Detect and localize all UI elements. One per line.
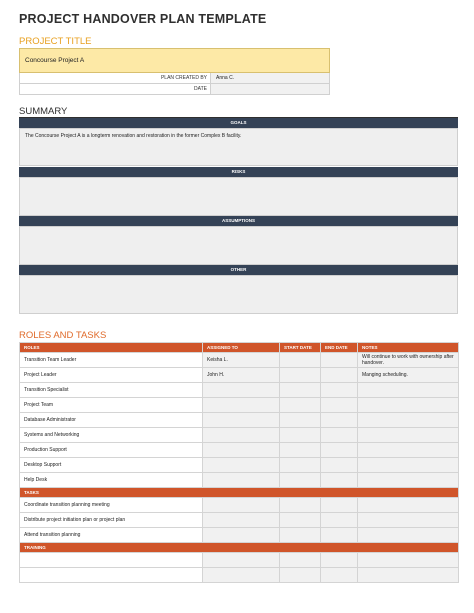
table-row	[20, 568, 459, 583]
col-end-date: END DATE	[321, 343, 358, 353]
end-date-cell[interactable]	[321, 473, 358, 488]
end-date-cell[interactable]	[321, 498, 358, 513]
assigned-cell[interactable]: John H.	[203, 368, 280, 383]
table-row	[20, 368, 459, 383]
goals-header: GOALS	[19, 118, 458, 128]
tasks-band	[20, 488, 459, 498]
col-assigned-to: ASSIGNED TO	[203, 343, 280, 353]
table-row	[20, 498, 459, 513]
start-date-cell[interactable]	[280, 568, 321, 583]
assigned-cell[interactable]	[203, 443, 280, 458]
end-date-cell[interactable]	[321, 458, 358, 473]
col-roles: ROLES	[20, 343, 203, 353]
table-row	[20, 383, 459, 398]
roles-and-tasks-label: ROLES AND TASKS	[19, 330, 107, 341]
table-row	[20, 353, 459, 368]
assigned-cell[interactable]	[203, 553, 280, 568]
start-date-cell[interactable]	[280, 353, 321, 368]
table-row	[20, 428, 459, 443]
notes-cell[interactable]	[358, 428, 459, 443]
table-row	[20, 443, 459, 458]
date-label: DATE	[194, 86, 207, 92]
start-date-cell[interactable]	[280, 368, 321, 383]
end-date-cell[interactable]	[321, 568, 358, 583]
project-title-label: PROJECT TITLE	[19, 36, 92, 47]
end-date-cell[interactable]	[321, 398, 358, 413]
date-row	[19, 84, 330, 95]
task-cell[interactable]: Distribute project initiation plan or project plan	[20, 513, 203, 528]
other-field[interactable]	[19, 275, 458, 314]
end-date-cell[interactable]	[321, 428, 358, 443]
end-date-cell[interactable]	[321, 368, 358, 383]
assigned-cell[interactable]	[203, 458, 280, 473]
training-cell[interactable]	[20, 568, 203, 583]
training-band	[20, 543, 459, 553]
col-start-date: START DATE	[280, 343, 321, 353]
plan-created-by-row	[19, 73, 330, 84]
notes-cell[interactable]: Manging scheduling.	[358, 368, 459, 383]
start-date-cell[interactable]	[280, 473, 321, 488]
table-row	[20, 528, 459, 543]
end-date-cell[interactable]	[321, 443, 358, 458]
table-row	[20, 398, 459, 413]
roles-header-row	[20, 343, 459, 353]
training-label: TRAINING	[20, 543, 459, 553]
start-date-cell[interactable]	[280, 458, 321, 473]
assigned-cell[interactable]	[203, 413, 280, 428]
assigned-cell[interactable]	[203, 473, 280, 488]
assigned-cell[interactable]	[203, 383, 280, 398]
project-name-field[interactable]: Concourse Project A	[19, 48, 330, 73]
roles-table	[19, 342, 459, 583]
notes-cell[interactable]	[358, 443, 459, 458]
assigned-cell[interactable]	[203, 568, 280, 583]
plan-created-by-value[interactable]: Anna C.	[210, 73, 329, 83]
end-date-cell[interactable]	[321, 413, 358, 428]
table-row	[20, 513, 459, 528]
plan-created-by-label: PLAN CREATED BY	[160, 75, 207, 81]
start-date-cell[interactable]	[280, 528, 321, 543]
assigned-cell[interactable]	[203, 428, 280, 443]
assigned-cell[interactable]	[203, 528, 280, 543]
role-cell[interactable]: Systems and Networking	[20, 428, 203, 443]
role-cell[interactable]: Database Administrator	[20, 413, 203, 428]
training-cell[interactable]	[20, 553, 203, 568]
assigned-cell[interactable]	[203, 498, 280, 513]
notes-cell[interactable]	[358, 568, 459, 583]
end-date-cell[interactable]	[321, 383, 358, 398]
start-date-cell[interactable]	[280, 553, 321, 568]
assumptions-field[interactable]	[19, 226, 458, 265]
page-title: PROJECT HANDOVER PLAN TEMPLATE	[19, 12, 267, 26]
table-row	[20, 458, 459, 473]
end-date-cell[interactable]	[321, 513, 358, 528]
notes-cell[interactable]	[358, 513, 459, 528]
role-cell[interactable]: Project Leader	[20, 368, 203, 383]
assigned-cell[interactable]: Keisha L.	[203, 353, 280, 368]
tasks-label: TASKS	[20, 488, 459, 498]
table-row	[20, 413, 459, 428]
notes-cell[interactable]: Will continue to work with ownership after handover.	[358, 353, 459, 368]
summary-label: SUMMARY	[19, 106, 68, 117]
risks-field[interactable]	[19, 177, 458, 216]
notes-cell[interactable]	[358, 398, 459, 413]
role-cell[interactable]: Production Support	[20, 443, 203, 458]
role-cell[interactable]: Desktop Support	[20, 458, 203, 473]
other-header: OTHER	[19, 265, 458, 275]
end-date-cell[interactable]	[321, 528, 358, 543]
role-cell[interactable]: Transition Team Leader	[20, 353, 203, 368]
task-cell[interactable]: Attend transition planning	[20, 528, 203, 543]
risks-header: RISKS	[19, 167, 458, 177]
goals-field[interactable]: The Concourse Project A is a longterm renovation and restoration in the former Complex B facility.	[19, 128, 458, 166]
notes-cell[interactable]	[358, 413, 459, 428]
task-cell[interactable]: Coordinate transition planning meeting	[20, 498, 203, 513]
date-value[interactable]	[210, 84, 329, 94]
notes-cell[interactable]	[358, 383, 459, 398]
start-date-cell[interactable]	[280, 513, 321, 528]
table-row	[20, 553, 459, 568]
end-date-cell[interactable]	[321, 553, 358, 568]
assigned-cell[interactable]	[203, 513, 280, 528]
role-cell[interactable]: Transition Specialist	[20, 383, 203, 398]
end-date-cell[interactable]	[321, 353, 358, 368]
start-date-cell[interactable]	[280, 498, 321, 513]
notes-cell[interactable]	[358, 553, 459, 568]
role-cell[interactable]: Project Team	[20, 398, 203, 413]
notes-cell[interactable]	[358, 498, 459, 513]
start-date-cell[interactable]	[280, 398, 321, 413]
col-notes: NOTES	[358, 343, 459, 353]
assumptions-header: ASSUMPTIONS	[19, 216, 458, 226]
table-row	[20, 473, 459, 488]
assigned-cell[interactable]	[203, 398, 280, 413]
notes-cell[interactable]	[358, 528, 459, 543]
start-date-cell[interactable]	[280, 428, 321, 443]
start-date-cell[interactable]	[280, 383, 321, 398]
start-date-cell[interactable]	[280, 443, 321, 458]
notes-cell[interactable]	[358, 473, 459, 488]
start-date-cell[interactable]	[280, 413, 321, 428]
role-cell[interactable]: Help Desk	[20, 473, 203, 488]
notes-cell[interactable]	[358, 458, 459, 473]
